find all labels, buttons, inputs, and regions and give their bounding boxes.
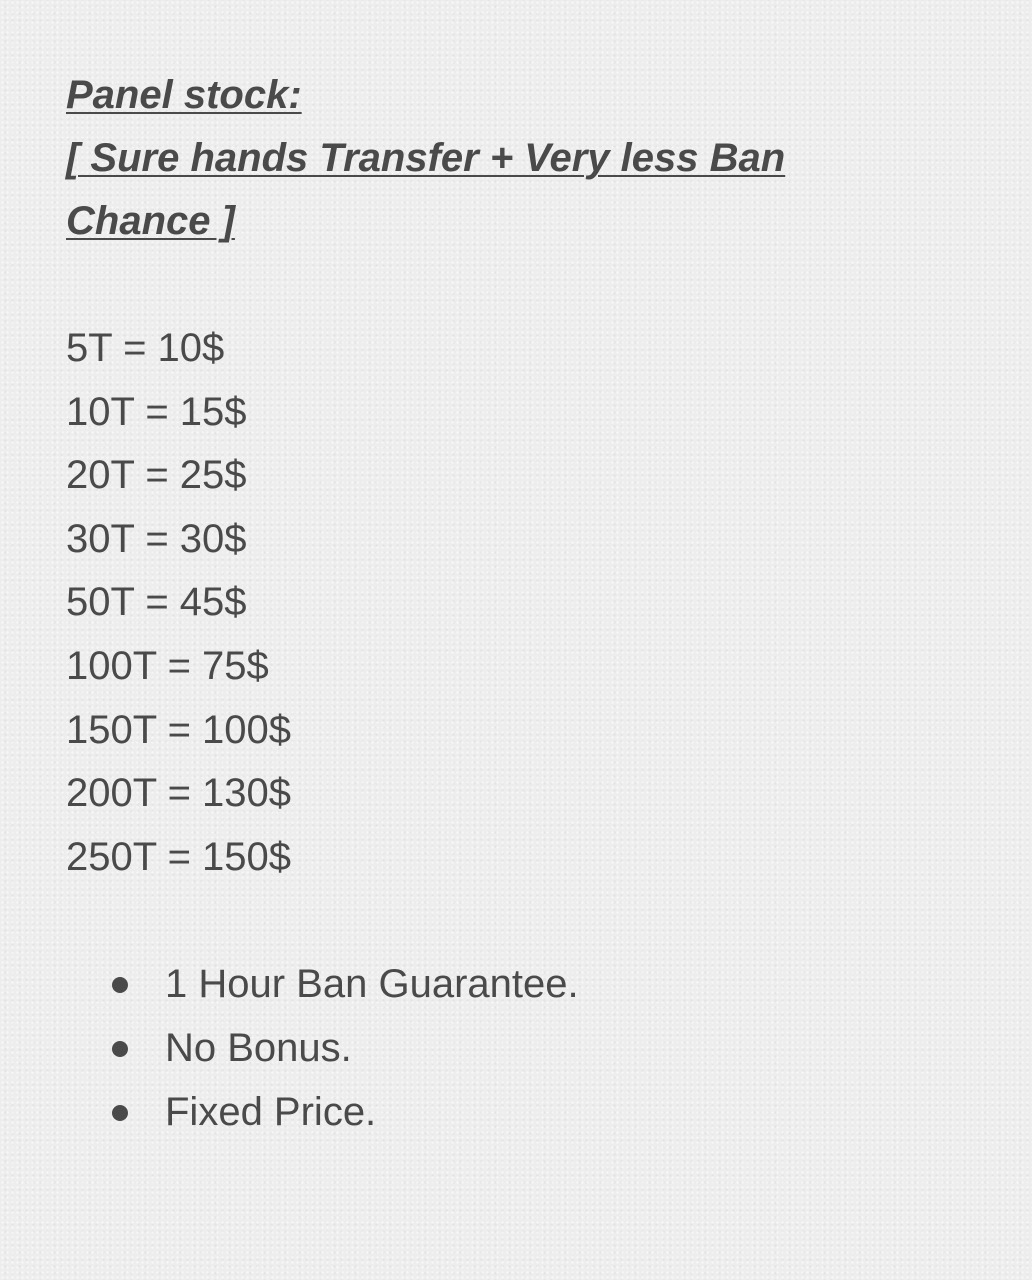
price-line: 10T = 15$: [66, 389, 247, 434]
price-line: 200T = 130$: [66, 771, 292, 816]
panel-stock-heading: [66, 64, 966, 253]
price-line: 250T = 150$: [66, 834, 292, 879]
list-item: [66, 1017, 966, 1081]
list-item: [66, 1081, 966, 1145]
price-line: 150T = 100$: [66, 707, 292, 752]
term-text: Fixed Price.: [165, 1089, 377, 1134]
price-line: 5T = 10$: [66, 326, 225, 370]
heading-line-1: Panel stock:: [66, 73, 302, 117]
term-text: 1 Hour Ban Guarantee.: [165, 962, 579, 1007]
price-line: 30T = 30$: [66, 516, 247, 561]
heading-line-2: [ Sure hands Transfer + Very less Ban: [66, 136, 786, 180]
terms-list: [66, 953, 966, 1144]
heading-line-3: Chance ]: [66, 199, 235, 243]
term-text: No Bonus.: [165, 1025, 352, 1070]
bullet-icon: [112, 1041, 128, 1057]
list-item: [66, 953, 966, 1017]
price-line: 20T = 25$: [66, 453, 247, 498]
price-line: 50T = 45$: [66, 580, 247, 625]
price-line: 100T = 75$: [66, 643, 269, 688]
note-content: [66, 64, 966, 1144]
price-list: [66, 317, 966, 889]
bullet-icon: [112, 1105, 128, 1121]
bullet-icon: [112, 977, 128, 993]
